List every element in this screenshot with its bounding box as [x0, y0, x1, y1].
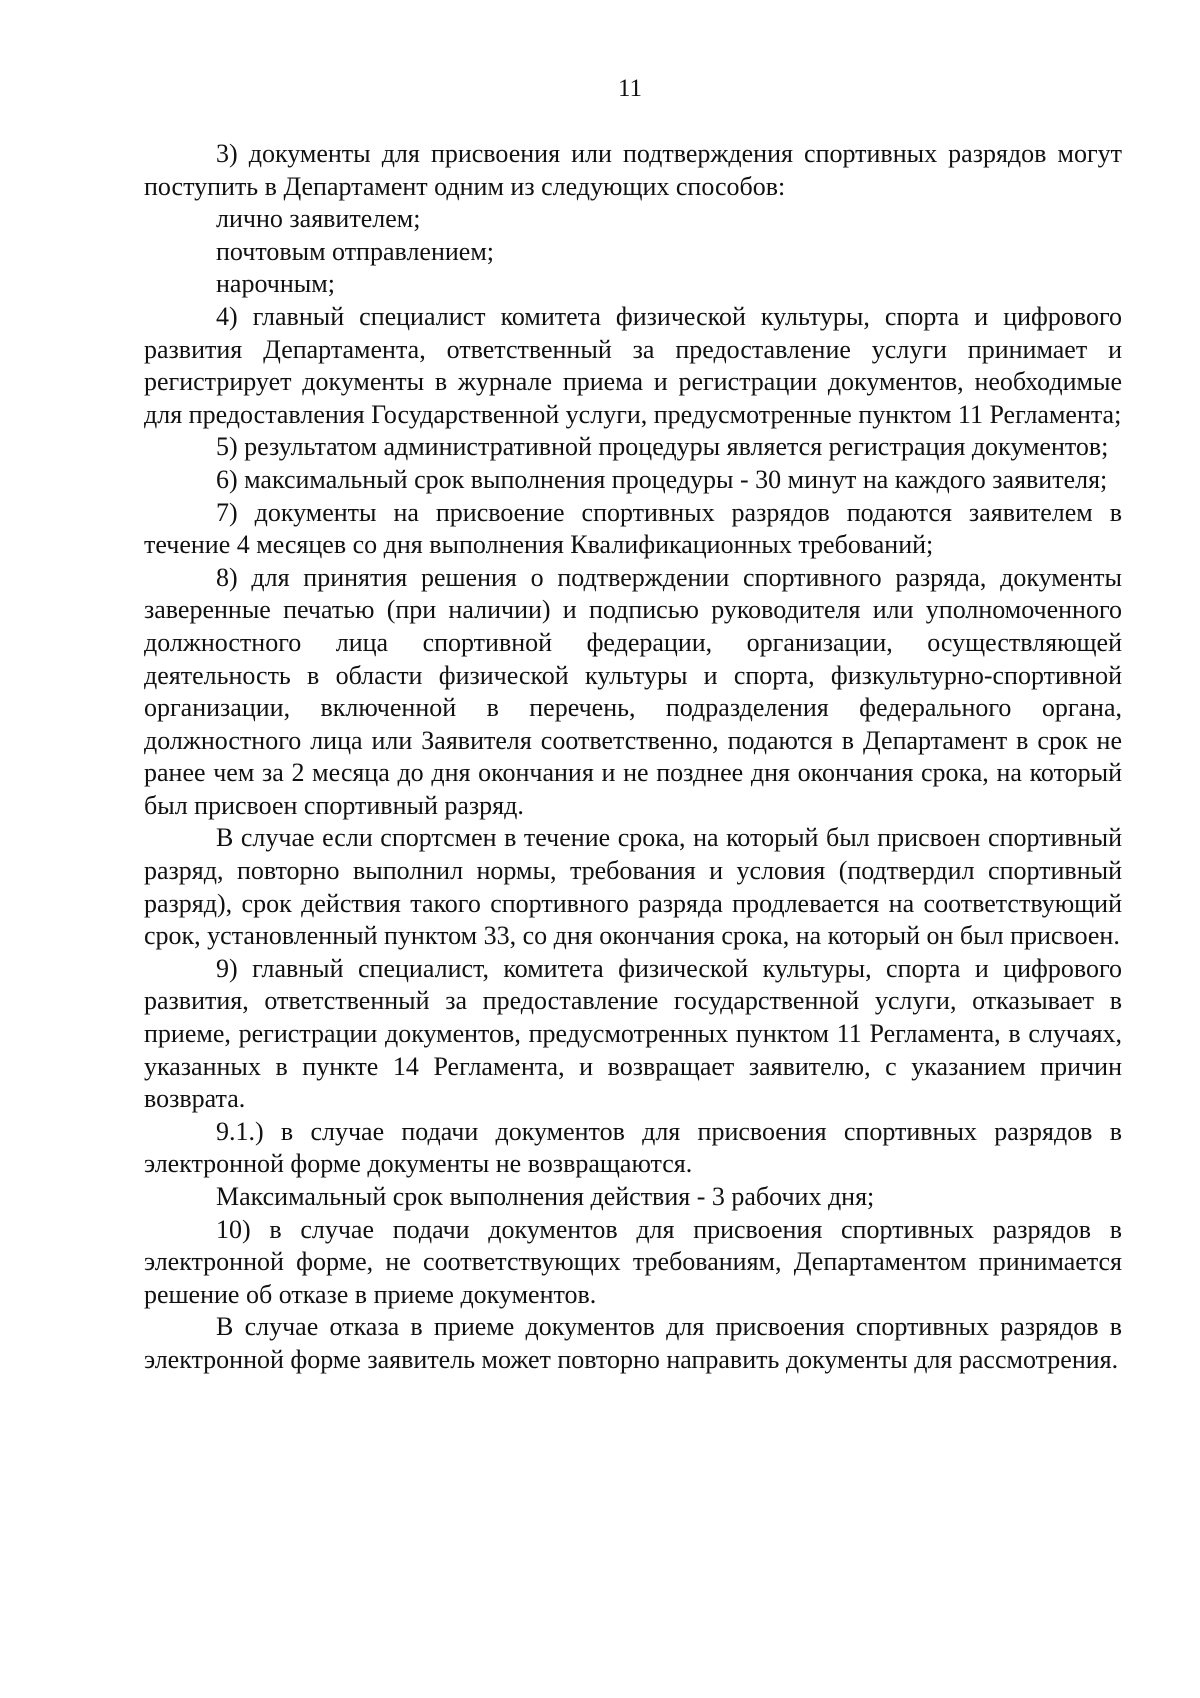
paragraph-extension-case: В случае если спортсмен в течение срока, на который был присвоен спортивный разряд, повторно выполнил нормы, требования и условия (подтвердил спортивный разряд), срок действия такого спортивного разряда продлевается на соответствующий срок, установленный пунктом 33, со дня окончания срока, на который он был присвоен.: [144, 823, 1122, 951]
paragraph-item-5: 5) результатом административной процедуры является регистрация документов;: [216, 432, 1109, 462]
list-item-by-mail: почтовым отправлением;: [216, 236, 495, 266]
paragraph-item-8: 8) для принятия решения о подтверждении спортивного разряда, документы заверенные печатью (при наличии) и подписью руководителя или уполномоченного должностного лица спортивной федерации, организации, осуществляющей деятельность в области физической культуры и спорта, физкультурно-спортивной организации, включенной в перечень, подразделения федерального органа, должностного лица или Заявителя соответственно, подаются в Департамент в срок не ранее чем за 2 месяца до дня окончания и не позднее дня окончания срока, на который был присвоен спортивный разряд.: [144, 562, 1122, 820]
paragraph-item-10: 10) в случае подачи документов для присвоения спортивных разрядов в электронной форме, не соответствующих требованиям, Департаментом принимается решение об отказе в приеме документов.: [144, 1214, 1122, 1309]
page-number: 11: [617, 75, 643, 102]
paragraph-item-7: 7) документы на присвоение спортивных разрядов подаются заявителем в течение 4 месяцев со дня выполнения Квалификационных требований;: [144, 497, 1122, 560]
document-body: [144, 138, 1122, 1377]
paragraph-item-9-1: 9.1.) в случае подачи документов для присвоения спортивных разрядов в электронной форме документы не возвращаются.: [144, 1116, 1122, 1179]
paragraph-item-3: 3) документы для присвоения или подтверждения спортивных разрядов могут поступить в Департамент одним из следующих способов:: [144, 139, 1122, 201]
paragraph-max-duration: Максимальный срок выполнения действия - 3 рабочих дня;: [216, 1182, 875, 1211]
paragraph-refusal-case: В случае отказа в приеме документов для присвоения спортивных разрядов в электронной форме заявитель может повторно направить документы для рассмотрения.: [144, 1312, 1122, 1374]
paragraph-item-9: 9) главный специалист, комитета физической культуры, спорта и цифрового развития, ответственный за предоставление государственной услуги, отказывает в приеме, регистрации документов, предусмотренных пунктом 11 Регламента, в случаях, указанных в пункте 14 Регламента, и возвращает заявителю, с указанием причин возврата.: [144, 953, 1122, 1114]
paragraph-item-4: 4) главный специалист комитета физической культуры, спорта и цифрового развития Департамента, ответственный за предоставление услуги принимает и регистрирует документы в журнале приема и регистрации документов, необходимые для предоставления Государственной услуги, предусмотренные пунктом 11 Регламента;: [144, 301, 1122, 429]
list-item-by-courier: нарочным;: [216, 269, 335, 299]
paragraph-item-6: 6) максимальный срок выполнения процедуры - 30 минут на каждого заявителя;: [216, 464, 1108, 494]
list-item-in-person: лично заявителем;: [216, 204, 421, 234]
